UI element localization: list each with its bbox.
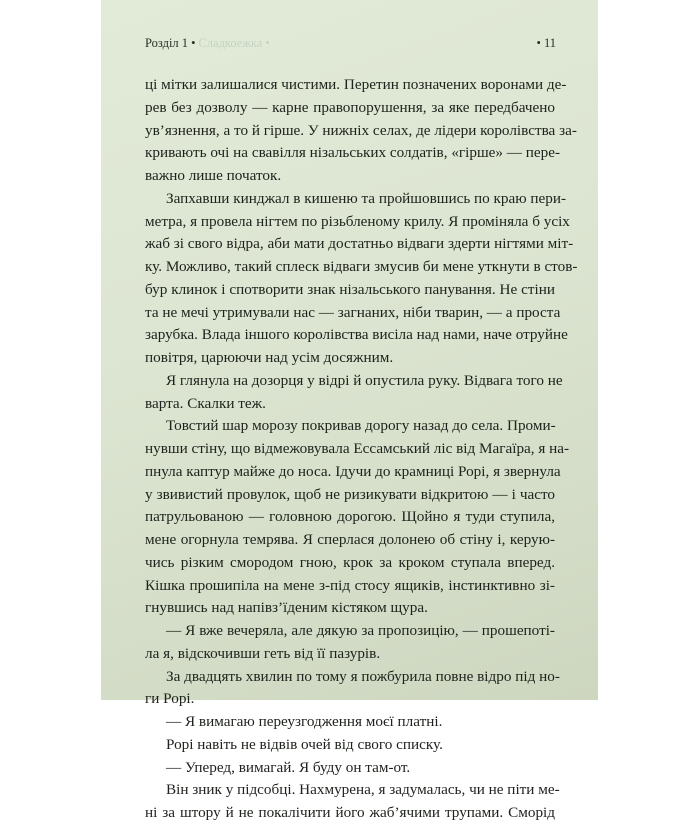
text-line: — Уперед, вимагай. Я буду он там-от. <box>166 758 411 776</box>
text-line: жаб зі свого відра, аби мати достатньо відваги здерти нігтями міт- <box>145 235 574 253</box>
text-line: бур клинок і спотворити знак нізальського панування. Не стіни <box>145 280 555 298</box>
header-bullet-faint: • <box>265 35 270 50</box>
page-number: • 11 <box>536 35 556 50</box>
body-text <box>145 74 578 825</box>
text-line: ні за штору й не покалічити його жаб’ячими трупами. Сморід <box>145 804 555 821</box>
text-line: зарубка. Влада іншого королівства висіла над нами, наче отруйне <box>145 326 568 344</box>
text-line: Кішка прошипіла на мене з-під стосу ящиків, інстинктивно зі- <box>145 576 555 594</box>
text-line: у звивистий провулок, щоб не ризикувати відкритою — і часто <box>145 485 555 503</box>
text-line: та не мечі утримували нас — загнаних, ніби тварин, — а проста <box>145 303 561 321</box>
text-line: чись різким смородом гною, крок за кроком ступала вперед. <box>145 553 555 571</box>
text-line: кривають очі на свавілля нізальських солдатів, «гірше» — пере- <box>145 144 561 162</box>
text-line: — Я вже вечеряла, але дякую за пропозицію, — прошепоті- <box>166 622 555 639</box>
text-line: Запхавши кинджал в кишеню та пройшовшись по краю пери- <box>166 189 567 207</box>
text-line: За двадцять хвилин по тому я пожбурила повне відро під но- <box>166 667 560 685</box>
text-line: важно лише початок. <box>145 167 282 184</box>
text-line: ла я, відскочивши геть від її пазурів. <box>145 644 381 662</box>
text-line: ув’язнення, а то й гірше. У нижніх селах, де лідери королівства за- <box>145 121 577 139</box>
text-line: Товстий шар морозу покривав дорогу назад до села. Проми- <box>166 417 556 435</box>
header-bullet: • <box>191 35 196 50</box>
faint-book-title: Сладкоежка <box>198 35 263 50</box>
chapter-label: Розділ 1 <box>145 35 189 50</box>
running-header-left <box>145 36 270 51</box>
text-line: патрульованою — головною дорогою. Щойно я туди ступила, <box>145 508 555 526</box>
text-line: Я глянула на дозорця у відрі й опустила руку. Відвага того не <box>166 371 563 389</box>
text-line: ці мітки залишалися чистими. Перетин позначених воронами де- <box>145 76 567 93</box>
text-line: пнула каптур майже до носа. Ідучи до крамниці Рорі, я звернула <box>145 462 561 480</box>
text-line: Він зник у підсобці. Нахмурена, я задумалась, чи не піти ме- <box>166 781 560 799</box>
text-line: Рорі навіть не відвів очей від свого списку. <box>166 735 443 753</box>
text-line: метра, я провела нігтем по різьбленому крилу. Я проміняла б усіх <box>145 212 570 230</box>
text-line: — Я вимагаю переузгодження моєї платні. <box>166 713 443 730</box>
text-line: гнувшись над напівз’їденим кістяком щура. <box>145 599 428 617</box>
text-line: рев без дозволу — карне правопорушення, за яке передбачено <box>145 98 555 116</box>
text-line: нувши стіну, що відмежовувала Ессамський ліс від Магаїра, я на- <box>145 440 570 457</box>
text-line: варта. Скалки теж. <box>145 394 266 412</box>
running-header <box>145 35 556 51</box>
book-page <box>101 0 598 821</box>
text-line: ги Рорі. <box>145 690 195 708</box>
text-line: повітря, царюючи над усім досяжним. <box>145 349 394 366</box>
text-line: ку. Можливо, такий сплеск відваги змусив би мене уткнути в стов- <box>145 258 578 275</box>
text-line: мене огорнула темрява. Я сперлася долонею об стіну і, керую- <box>145 531 555 548</box>
